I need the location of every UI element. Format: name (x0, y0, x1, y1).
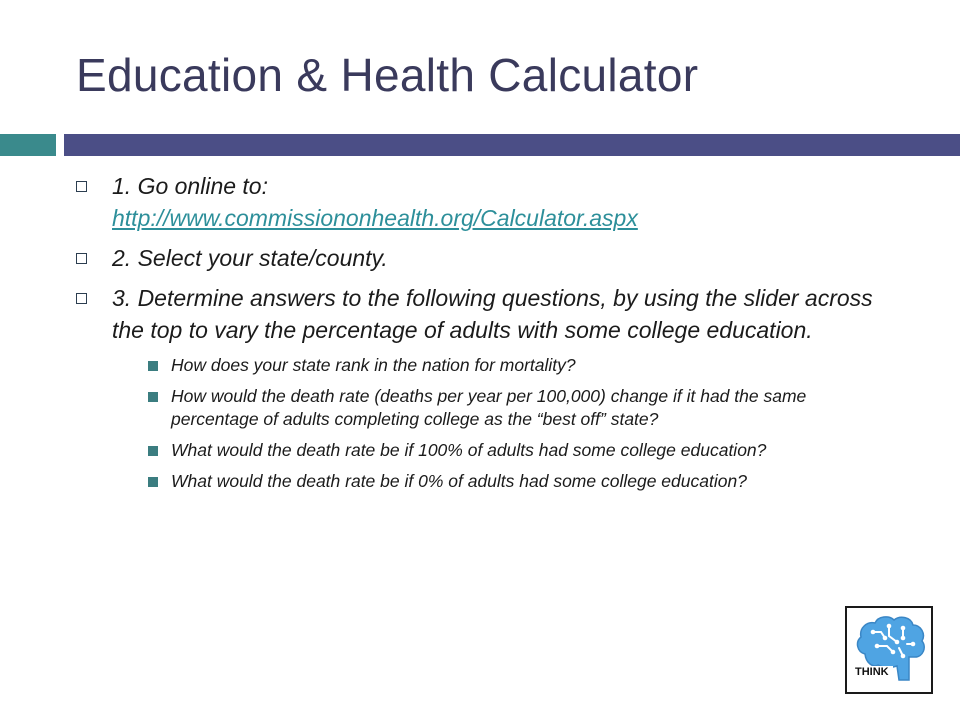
question-text: How does your state rank in the nation for mortality? (171, 355, 576, 375)
slide-title: Education & Health Calculator (76, 49, 699, 101)
brain-icon (847, 608, 931, 692)
question-text: What would the death rate be if 100% of adults had some college education? (171, 440, 767, 460)
square-bullet-icon (76, 253, 87, 264)
filled-square-bullet-icon (148, 392, 158, 402)
filled-square-bullet-icon (148, 446, 158, 456)
question-text: How would the death rate (deaths per year per 100,000) change if it had the same percentage of adults completing college as the “best off” state? (171, 386, 807, 429)
filled-square-bullet-icon (148, 477, 158, 487)
accent-bar-left (0, 134, 56, 156)
calculator-link[interactable]: http://www.commissiononhealth.org/Calculator.aspx (112, 205, 638, 231)
step-text: 1. Go online to: (112, 173, 268, 199)
question-item (76, 470, 896, 493)
logo-label: THINK (855, 666, 889, 678)
question-text: What would the death rate be if 0% of adults had some college education? (171, 471, 747, 491)
filled-square-bullet-icon (148, 361, 158, 371)
step-text: 3. Determine answers to the following questions, by using the slider across the top to vary the percentage of adults with some college education. (112, 285, 873, 343)
accent-bar-main (64, 134, 960, 156)
step-text: 2. Select your state/county. (112, 245, 388, 271)
step-item (76, 170, 896, 234)
think-logo (845, 606, 933, 694)
step-item (76, 242, 896, 274)
square-bullet-icon (76, 181, 87, 192)
question-item (76, 439, 896, 462)
slide-content (76, 170, 896, 501)
question-item (76, 385, 896, 431)
square-bullet-icon (76, 293, 87, 304)
question-item (76, 354, 896, 377)
step-item (76, 282, 896, 346)
